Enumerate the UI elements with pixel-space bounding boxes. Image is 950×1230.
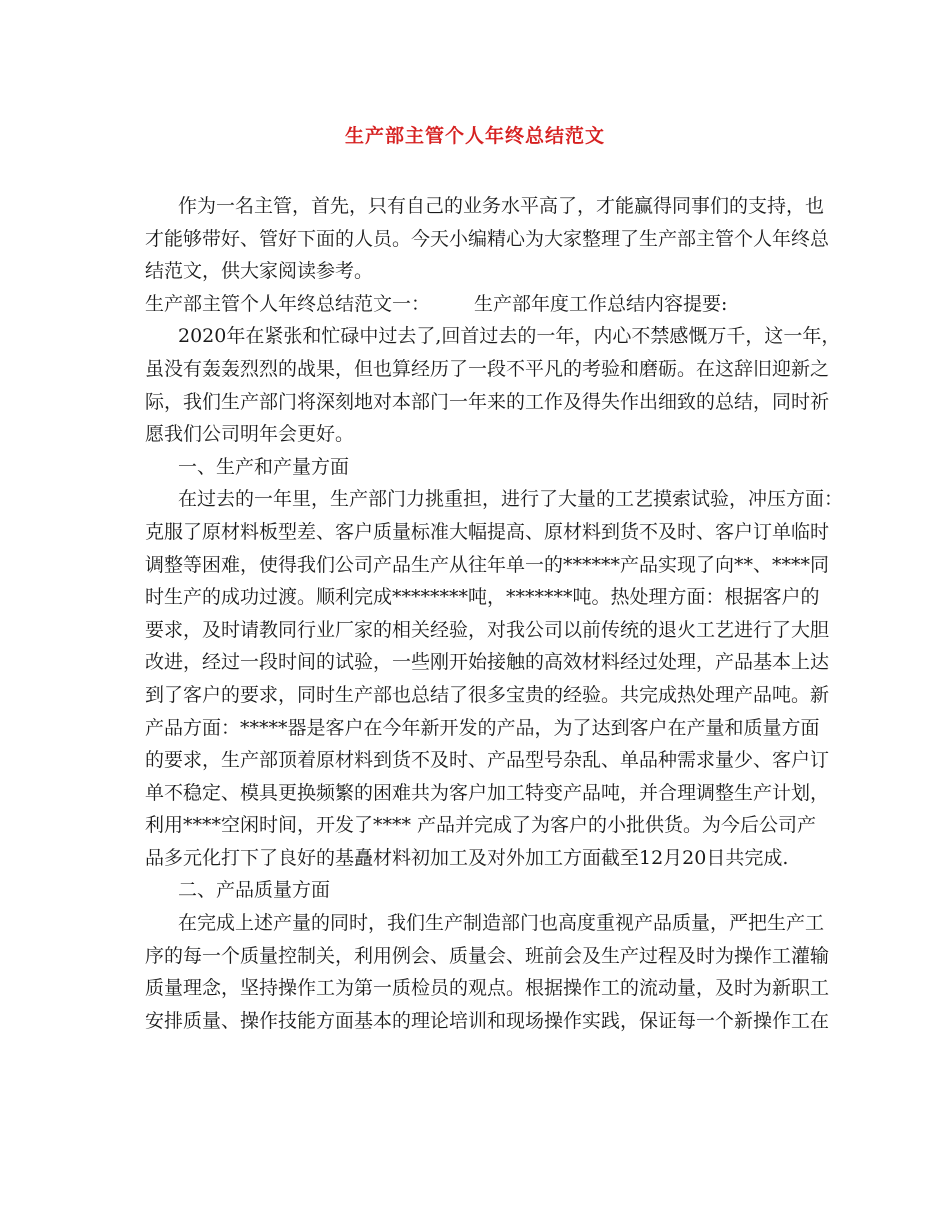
section-heading: 生产部主管个人年终总结范文一： xyxy=(145,292,431,315)
paragraph-line: 安排质量、操作技能方面基本的理论培训和现场操作实践，保证每一个新操作工在 xyxy=(145,1009,830,1032)
paragraph-line: 虽没有轰轰烈烈的战果，但也算经历了一段不平凡的考验和磨砺。在这辞旧迎新之 xyxy=(145,357,830,380)
intro-line-3: 结范文，供大家阅读参考。 xyxy=(145,260,374,283)
intro-line-1: 作为一名主管，首先，只有自己的业务水平高了，才能赢得同事们的支持，也 xyxy=(178,195,825,217)
document-body xyxy=(145,190,844,1037)
paragraph-line: 2020年在紧张和忙碌中过去了,回首过去的一年，内心不禁感慨万千，这一年， xyxy=(178,325,841,348)
paragraph-line: 利用****空闲时间，开发了**** 产品并完成了为客户的小批供货。为今后公司产 xyxy=(145,814,817,837)
paragraph-line: 的要求，生产部顶着原材料到货不及时、产品型号杂乱、单品种需求量少、客户订 xyxy=(145,749,830,772)
paragraph-line: 质量理念，坚持操作工为第一质检员的观点。根据操作工的流动量，及时为新职工 xyxy=(145,977,830,1000)
section-heading-line xyxy=(145,288,810,321)
summary-heading: 生产部年度工作总结内容提要: xyxy=(474,292,728,315)
paragraph-line: 产品方面：*****器是客户在今年新开发的产品，为了达到客户在产量和质量方面 xyxy=(145,716,820,739)
paragraph-line: 在过去的一年里，生产部门力挑重担，进行了大量的工艺摸索试验，冲压方面： xyxy=(178,488,844,511)
paragraph-line: 到了客户的要求，同时生产部也总结了很多宝贵的经验。共完成热处理产品吨。新 xyxy=(145,683,830,706)
paragraph-line: 克服了原材料板型差、客户质量标准大幅提高、原材料到货不及时、客户订单临时 xyxy=(145,520,830,543)
paragraph-line: 时生产的成功过渡。顺利完成********吨，*******吨。热处理方面：根据客户的 xyxy=(145,586,820,609)
paragraph-line: 单不稳定、模具更换频繁的困难共为客户加工特变产品吨，并合理调整生产计划， xyxy=(145,781,830,804)
paragraph-line: 品多元化打下了良好的基矗材料初加工及对外加工方面截至12月20日共完成. xyxy=(145,846,789,869)
subheading-production: 一、生产和产量方面 xyxy=(178,455,350,478)
paragraph-line: 调整等困难，使得我们公司产品生产从往年单一的******产品实现了向**、****同 xyxy=(145,553,830,576)
paragraph-line: 在完成上述产量的同时，我们生产制造部门也高度重视产品质量，严把生产工 xyxy=(178,912,825,935)
paragraph-line: 愿我们公司明年会更好。 xyxy=(145,423,355,446)
intro-line-2: 才能够带好、管好下面的人员。今天小编精心为大家整理了生产部主管个人年终总 xyxy=(145,227,830,250)
paragraph-line: 要求，及时请教同行业厂家的相关经验，对我公司以前传统的退火工艺进行了大胆 xyxy=(145,618,830,641)
paragraph-line: 序的每一个质量控制关，利用例会、质量会、班前会及生产过程及时为操作工灌输 xyxy=(145,944,830,967)
paragraph-line: 改进，经过一段时间的试验，一些刚开始接触的高效材料经过处理，产品基本上达 xyxy=(145,651,830,674)
page-title: 生产部主管个人年终总结范文 xyxy=(344,125,605,147)
subheading-quality: 二、产品质量方面 xyxy=(178,879,331,902)
paragraph-line: 际，我们生产部门将深刻地对本部门一年来的工作及得失作出细致的总结，同时祈 xyxy=(145,390,830,413)
